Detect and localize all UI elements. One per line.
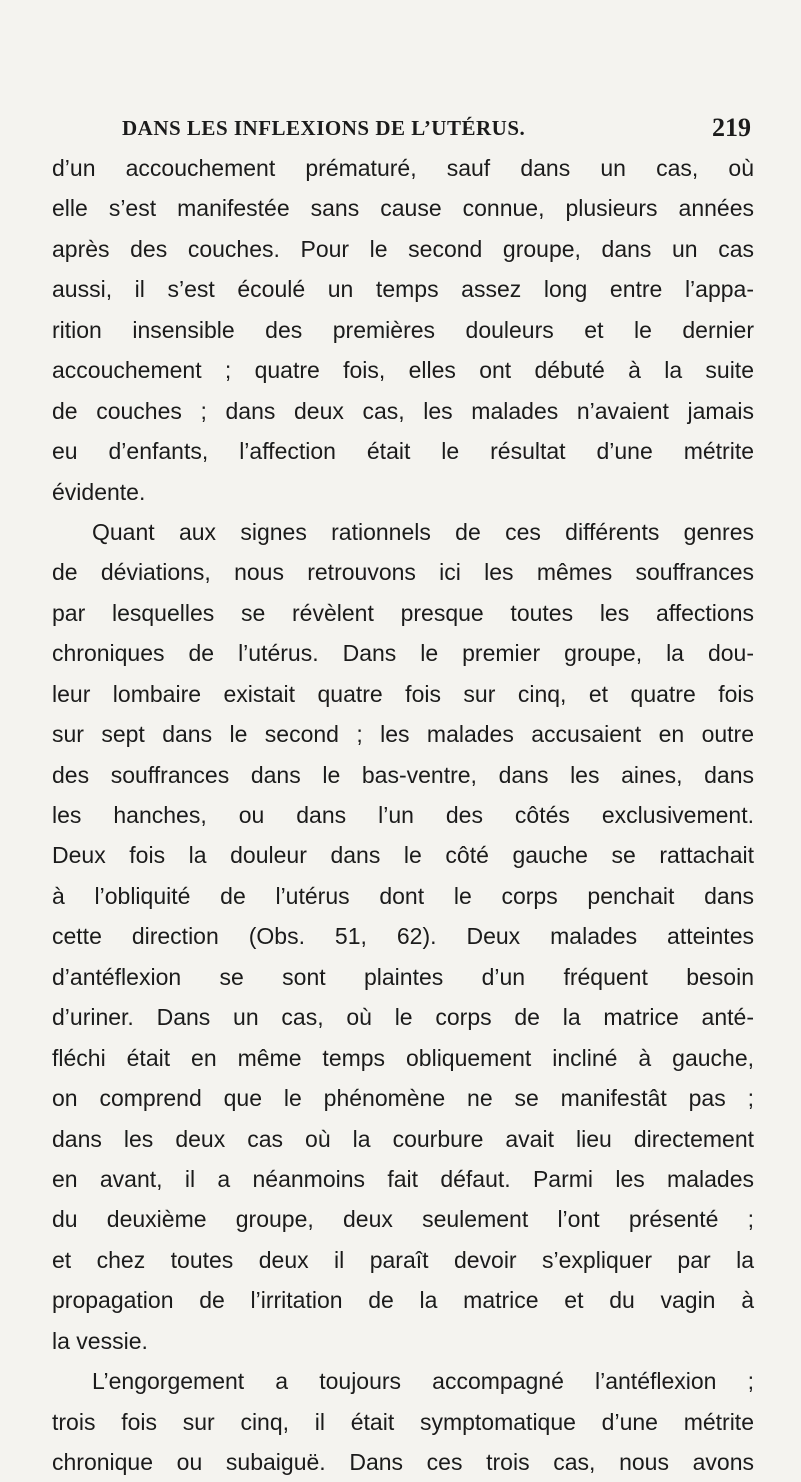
text-line: dans les deux cas où la courbure avait lieu directement [52, 1125, 754, 1152]
text-line: leur lombaire existait quatre fois sur cinq, et quatre fois [52, 680, 754, 707]
body-text [52, 148, 754, 1482]
text-line: d’un accouchement prématuré, sauf dans un cas, où [52, 155, 754, 181]
text-line: chroniques de l’utérus. Dans le premier groupe, la dou- [52, 640, 754, 667]
running-head [0, 113, 801, 146]
text-line: L’engorgement a toujours accompagné l’antéflexion ; [92, 1368, 754, 1395]
text-line: et chez toutes deux il paraît devoir s’expliquer par la [52, 1246, 754, 1273]
text-line: du deuxième groupe, deux seulement l’ont présenté ; [52, 1206, 754, 1233]
text-line: de déviations, nous retrouvons ici les mêmes souffrances [52, 559, 754, 586]
text-line: après des couches. Pour le second groupe, dans un cas [52, 235, 754, 262]
page-number: 219 [712, 113, 751, 142]
running-title: DANS LES INFLEXIONS DE L’UTÉRUS. [122, 116, 526, 140]
text-line: par lesquelles se révèlent presque toutes les affections [52, 599, 754, 626]
text-line: trois fois sur cinq, il était symptomatique d’une métrite [52, 1408, 754, 1435]
text-line: propagation de l’irritation de la matrice et du vagin à [52, 1287, 754, 1314]
text-line: eu d’enfants, l’affection était le résultat d’une métrite [52, 438, 754, 465]
text-line: aussi, il s’est écoulé un temps assez long entre l’appa- [52, 276, 754, 303]
text-line: les hanches, ou dans l’un des côtés exclusivement. [52, 802, 754, 828]
text-line: elle s’est manifestée sans cause connue, plusieurs années [52, 195, 754, 222]
text-line: fléchi était en même temps obliquement incliné à gauche, [52, 1044, 754, 1071]
text-line: accouchement ; quatre fois, elles ont débuté à la suite [52, 357, 754, 384]
text-line: rition insensible des premières douleurs et le dernier [52, 316, 754, 343]
text-line: d’uriner. Dans un cas, où le corps de la matrice anté- [52, 1004, 754, 1031]
text-line: à l’obliquité de l’utérus dont le corps penchait dans [52, 882, 754, 909]
text-line: Quant aux signes rationnels de ces différents genres [92, 518, 754, 545]
text-line: sur sept dans le second ; les malades accusaient en outre [52, 721, 754, 748]
text-line: Deux fois la douleur dans le côté gauche se rattachait [52, 842, 754, 869]
text-line: chronique ou subaiguë. Dans ces trois cas, nous avons [52, 1449, 754, 1475]
text-line: cette direction (Obs. 51, 62). Deux malades atteintes [52, 923, 754, 950]
text-line: des souffrances dans le bas-ventre, dans les aines, dans [52, 761, 754, 788]
text-line: d’antéflexion se sont plaintes d’un fréquent besoin [52, 963, 754, 990]
text-line: de couches ; dans deux cas, les malades n’avaient jamais [52, 397, 754, 424]
text-line: en avant, il a néanmoins fait défaut. Parmi les malades [52, 1165, 754, 1192]
text-line: on comprend que le phénomène ne se manifestât pas ; [52, 1085, 754, 1112]
text-line: évidente. [52, 478, 146, 505]
text-line: la vessie. [52, 1327, 148, 1354]
